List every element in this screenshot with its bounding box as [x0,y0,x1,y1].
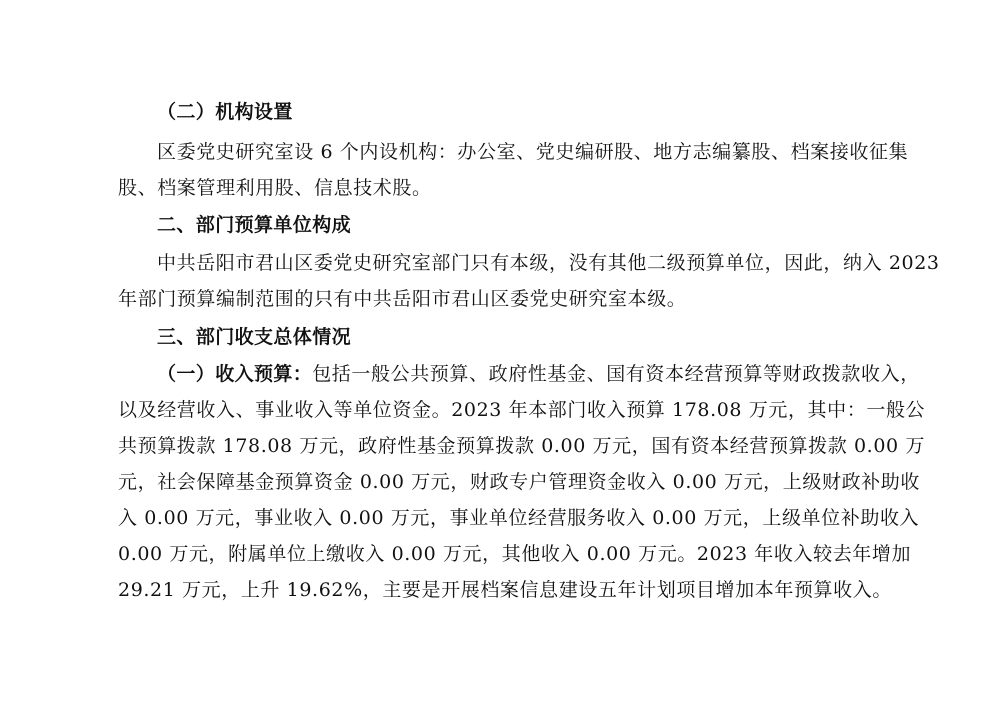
paragraph-line: 年部门预算编制范围的只有中共岳阳市君山区委党史研究室本级。 [118,288,687,310]
paragraph-line: 共预算拨款 178.08 万元，政府性基金预算拨款 0.00 万元，国有资本经营预算拨款 0.00 万 [118,435,925,457]
section-heading-budget-units: 二、部门预算单位构成 [157,214,352,236]
paragraph-line: 29.21 万元，上升 19.62%，主要是开展档案信息建设五年计划项目增加本年预算收入。 [118,579,892,601]
section-heading-income-expenditure: 三、部门收支总体情况 [157,326,352,348]
paragraph-line: 以及经营收入、事业收入等单位资金。2023 年本部门收入预算 178.08 万元，其中：一般公 [118,399,926,421]
paragraph-line: 0.00 万元，附属单位上缴收入 0.00 万元，其他收入 0.00 万元。2023 年收入较去年增加 [118,543,912,565]
section-heading-org-structure: （二）机构设置 [157,101,293,123]
paragraph-line: 中共岳阳市君山区委党史研究室部门只有本级，没有其他二级预算单位，因此，纳入 2023 [157,252,940,274]
paragraph-line: 股、档案管理利用股、信息技术股。 [118,177,432,199]
paragraph-line: 区委党史研究室设 6 个内设机构：办公室、党史编研股、地方志编纂股、档案接收征集 [157,141,909,163]
paragraph-line-income-intro [157,362,920,386]
income-intro-text: 包括一般公共预算、政府性基金、国有资本经营预算等财政拨款收入， [312,363,920,385]
income-budget-label: （一）收入预算： [157,363,313,385]
paragraph-line: 元，社会保障基金预算资金 0.00 万元，财政专户管理资金收入 0.00 万元，上级财政补助收 [118,471,920,493]
paragraph-line: 入 0.00 万元，事业收入 0.00 万元，事业单位经营服务收入 0.00 万元，上级单位补助收入 [118,507,920,529]
